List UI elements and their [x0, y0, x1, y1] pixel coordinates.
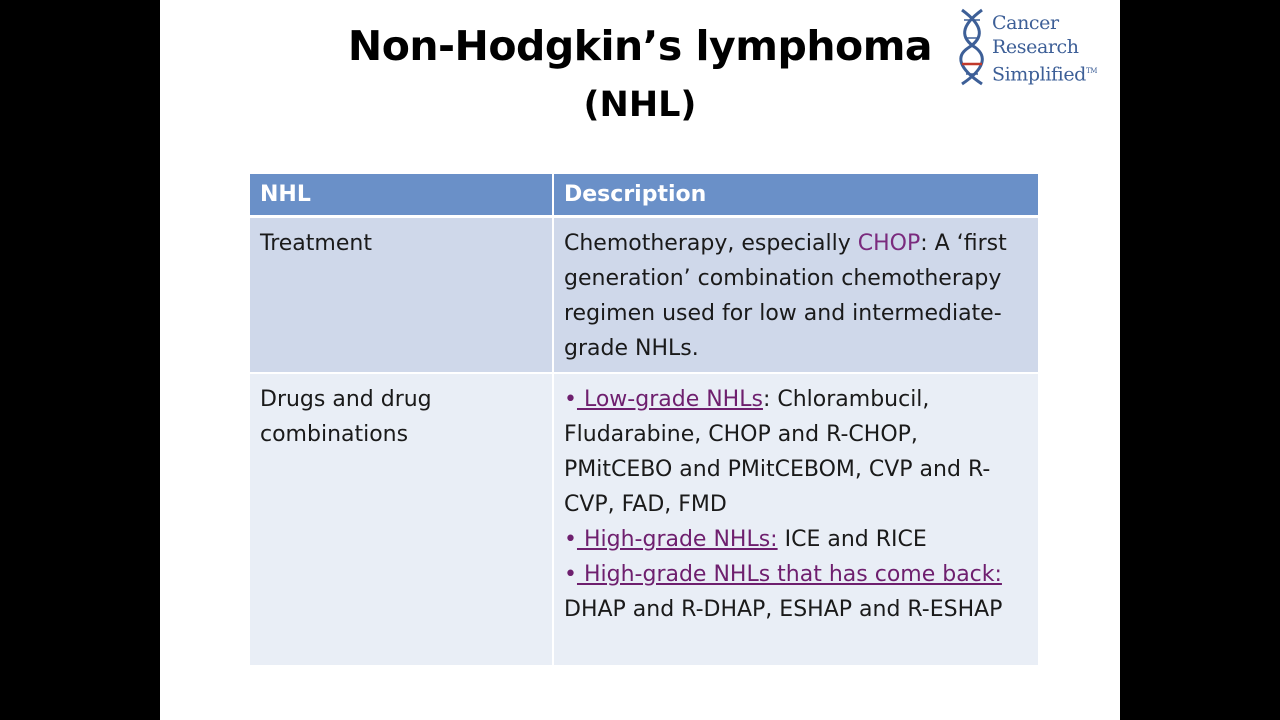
bullet-icon: •: [564, 386, 577, 412]
desc-text-rest: : A ‘first generation’ combination chemotherapy regimen used for low and intermediate-grade NHLs.: [564, 230, 1007, 361]
bullet-icon: •: [564, 561, 577, 587]
trademark-mark: TM: [1085, 67, 1097, 75]
row-label-drugs: Drugs and drug combinations: [250, 373, 553, 665]
header-nhl: NHL: [250, 174, 553, 216]
table-row-drugs: [250, 373, 1038, 665]
desc-text: Chemotherapy, especially: [564, 230, 858, 256]
logo-text-simplified: Simplified™: [992, 63, 1097, 86]
header-description: Description: [553, 174, 1038, 216]
dna-helix-icon: [954, 8, 990, 86]
bullet-icon: •: [564, 526, 577, 552]
row-desc-treatment: [553, 216, 1038, 373]
slide-title: Non-Hodgkin’s lymphoma: [347, 22, 933, 70]
link-relapsed-nhls[interactable]: High-grade NHLs that has come back:: [576, 561, 1002, 587]
nhl-table: [250, 174, 1038, 665]
list-item-high-grade: [564, 522, 1028, 557]
low-grade-drugs: : Chlorambucil, Fludarabine, CHOP and R-CHOP, PMitCEBO and PMitCEBOM, CVP and R-CVP, FAD, FMD: [564, 386, 991, 517]
row-label-treatment: Treatment: [250, 216, 553, 373]
row-desc-drugs: [553, 373, 1038, 665]
list-item-low-grade: [564, 382, 1028, 522]
high-grade-drugs: ICE and RICE: [777, 526, 927, 552]
list-item-relapsed: [564, 557, 1028, 627]
table-header-row: [250, 174, 1038, 216]
logo-text-cancer: Cancer: [992, 12, 1059, 34]
cancer-research-simplified-logo: [954, 8, 1114, 88]
chop-highlight: CHOP: [857, 230, 921, 256]
link-high-grade-nhls[interactable]: High-grade NHLs:: [576, 526, 778, 552]
relapsed-drugs: DHAP and R-DHAP, ESHAP and R-ESHAP: [564, 596, 1003, 622]
slide-subtitle: (NHL): [583, 85, 697, 125]
slide: [160, 0, 1120, 720]
link-low-grade-nhls[interactable]: Low-grade NHLs: [576, 386, 763, 412]
table-row-treatment: [250, 216, 1038, 373]
logo-text-research: Research: [992, 36, 1079, 58]
